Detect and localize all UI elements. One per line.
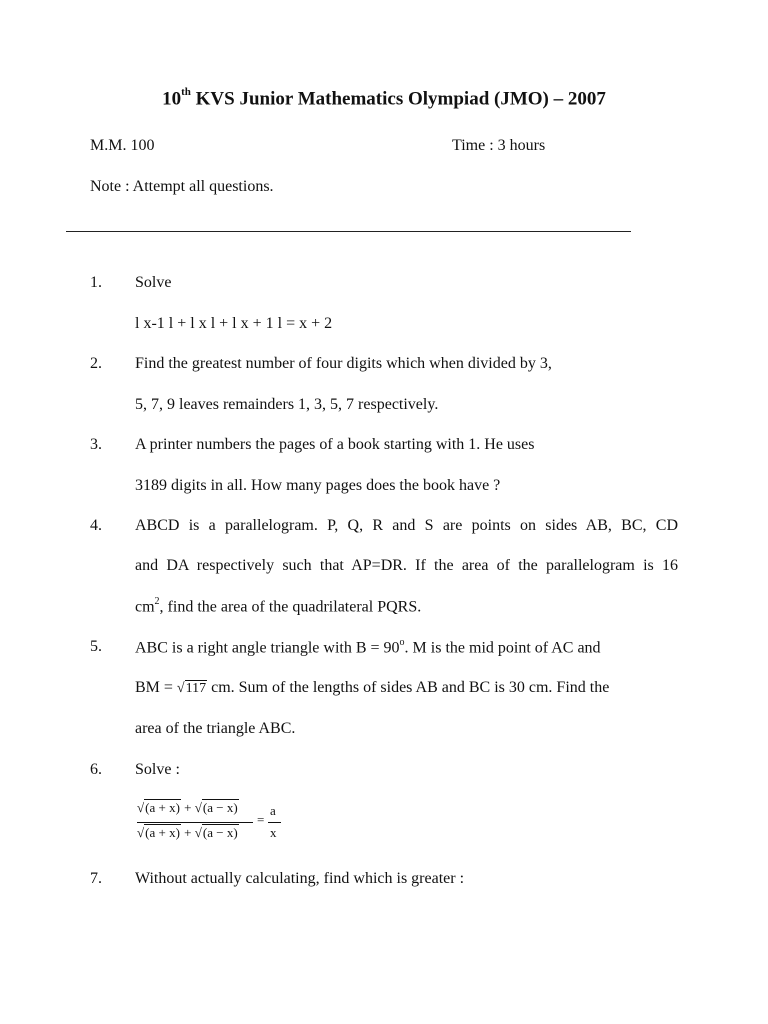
question-text: Solve bbox=[135, 274, 172, 291]
fraction-bar bbox=[137, 822, 253, 823]
equation: l x-1 l + l x l + l x + 1 l = x + 2 bbox=[135, 315, 333, 332]
question-text: area of the triangle ABC. bbox=[135, 720, 296, 737]
question-text: BM = √117 cm. Sum of the lengths of sides AB and BC is 30 cm. Find the bbox=[135, 679, 610, 696]
question-text: 3189 digits in all. How many pages does the book have ? bbox=[135, 477, 501, 494]
page-title: 10th KVS Junior Mathematics Olympiad (JMO) – 2007 bbox=[162, 86, 606, 110]
question-text: ABCD is a parallelogram. P, Q, R and S are points on sides AB, BC, CD bbox=[135, 517, 678, 534]
max-marks: M.M. 100 bbox=[90, 137, 155, 154]
question-number: 1. bbox=[90, 274, 102, 291]
question-text: A printer numbers the pages of a book starting with 1. He uses bbox=[135, 436, 535, 453]
question-text: and DA respectively such that AP=DR. If the area of the parallelogram is 16 bbox=[135, 557, 678, 574]
question-number: 2. bbox=[90, 355, 102, 372]
equals-sign: = bbox=[257, 812, 265, 827]
fraction-numerator: √(a + x) + √(a − x) bbox=[137, 800, 238, 815]
question-number: 5. bbox=[90, 638, 102, 655]
question-text: ABC is a right angle triangle with $B = 90^o$. M is the mid point of AC and bbox=[135, 637, 601, 657]
time-allowed: Time : 3 hours bbox=[452, 137, 546, 154]
rhs-denominator: x bbox=[270, 825, 277, 840]
question-text: Solve : bbox=[135, 761, 180, 778]
question-text: 5, 7, 9 leaves remainders 1, 3, 5, 7 respectively. bbox=[135, 396, 439, 413]
rhs-numerator: a bbox=[270, 803, 276, 818]
note: Note : Attempt all questions. bbox=[90, 178, 274, 195]
fraction-denominator: √(a + x) + √(a − x) bbox=[137, 825, 238, 840]
question-text: $cm^2$, find the area of the quadrilateral PQRS. bbox=[135, 596, 422, 616]
question-number: 3. bbox=[90, 436, 102, 453]
horizontal-divider bbox=[66, 231, 631, 232]
question-number: 6. bbox=[90, 761, 102, 778]
rhs-fraction-bar bbox=[268, 822, 281, 823]
sqrt-117: √117 bbox=[176, 681, 207, 696]
question-number: 4. bbox=[90, 517, 102, 534]
question-text: Without actually calculating, find which is greater : bbox=[135, 870, 465, 887]
question-number: 7. bbox=[90, 870, 102, 887]
question-text: Find the greatest number of four digits which when divided by 3, bbox=[135, 355, 552, 372]
